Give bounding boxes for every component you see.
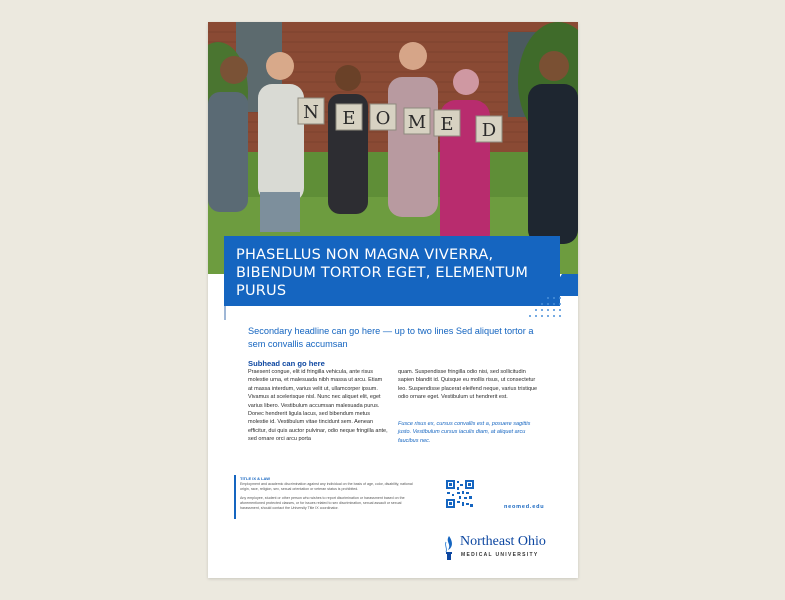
tile-letter: D	[481, 120, 497, 141]
divider	[224, 306, 226, 320]
legal-accent-bar	[234, 475, 236, 519]
torch-flame-icon	[442, 534, 456, 560]
legal-text: Any employee, student or other person who wishes to report discrimination or harassment based on the aforementioned protected classes, or for issues related to sex discrimination, sexual assault or sexual harassment, should contact the University Title IX coordinator.	[240, 496, 405, 510]
tile-letter: O	[375, 108, 391, 129]
body-text-right: quam. Suspendisse fringilla odio nisi, sed sollicitudin sapien blandit id. Quisque eu mollis risus, ut consectetur leo. Suspendisse placerat eleifend neque, varius tristique odio ornare eget. Vestibulum ut hendrerit est.	[398, 369, 538, 401]
logo-subtitle: MEDICAL UNIVERSITY	[461, 552, 539, 558]
website-url[interactable]: neomed.edu	[504, 504, 545, 510]
pull-quote: Fusce risus ex, cursus convallis est a, posuere sagittis justo. Vestibulum cursus iaculis diam, at aliquet arcu faucibus nec.	[398, 421, 531, 444]
logo-name: Northeast Ohio	[460, 534, 546, 549]
legal-text: Employment and academic discrimination against any individual on the basis of age, color, disability, national origin, race, religion, sex, sexual orientation or veteran status is prohibited.	[240, 482, 413, 491]
tile-letter: E	[440, 114, 454, 135]
tile-letter: E	[342, 108, 356, 129]
flyer-sheet	[208, 22, 578, 578]
qr-code-icon	[446, 480, 474, 508]
tile-letter: M	[407, 112, 427, 133]
legal-title: TITLE IX & LAW	[240, 476, 270, 481]
body-text-left: Praesent congue, elit id fringilla vehicula, ante risus molestie urna, et malesuada nibh massa ut arcu. Etiam at massa interdum, varius velit ut, ullamcorper ipsum. Vivamus at scelerisque nisl. Nunc nec aliquet elit, eget varius libero. Vestibulum accumsan malesuada purus. Donec hendrerit ligula lacus, sed bibendum metus molestie id. Vestibulum vitae tincidunt sem. Aenean efficitur, dui quis auctor pulvinar, odio neque fringilla ante, sed ornare orci arcu porta	[248, 369, 388, 443]
dot-grid	[526, 284, 566, 318]
headline-box	[224, 236, 560, 306]
secondary-headline: Secondary headline can go here — up to two lines Sed aliquet tortor a sem convallis accumsan	[248, 326, 534, 349]
headline: PHASELLUS NON MAGNA VIVERRA, BIBENDUM TORTOR EGET, ELEMENTUM PURUS	[236, 247, 529, 299]
subhead: Subhead can go here	[248, 359, 325, 368]
tile-letter: N	[303, 102, 319, 123]
